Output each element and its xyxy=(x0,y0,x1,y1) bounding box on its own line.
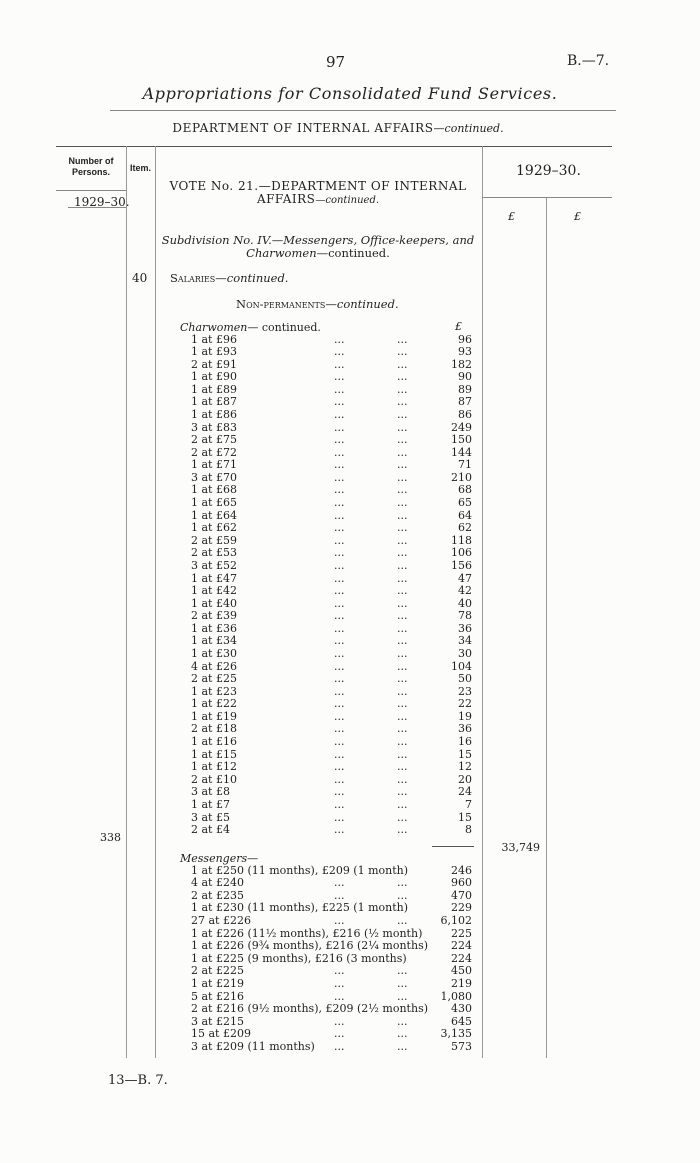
row-amount: 224 xyxy=(451,951,472,965)
leader-dots: ... xyxy=(334,558,345,572)
subdivision-suffix: —continued. xyxy=(316,246,390,260)
non-permanents-heading xyxy=(236,297,399,311)
page-title: Appropriations for Consolidated Fund Services. xyxy=(142,84,558,103)
row-label: 1 at £250 (11 months), £209 (1 month) xyxy=(191,863,409,877)
row-amount: 65 xyxy=(458,496,472,510)
list-item xyxy=(0,915,700,928)
list-item xyxy=(0,1028,700,1041)
leader-dots: ... xyxy=(334,634,345,648)
row-label: 1 at £42 xyxy=(191,584,237,598)
row-label: 1 at £219 xyxy=(191,976,244,990)
row-amount: 150 xyxy=(451,433,472,447)
row-label: 2 at £25 xyxy=(191,672,237,686)
row-label: 1 at £65 xyxy=(191,496,237,510)
list-item xyxy=(0,510,700,523)
list-item xyxy=(0,736,700,749)
row-label: 3 at £52 xyxy=(191,558,237,572)
list-item xyxy=(0,635,700,648)
leader-dots: ... xyxy=(334,659,345,673)
leader-dots: ... xyxy=(334,596,345,610)
pound-sign-amount: £ xyxy=(455,320,462,333)
row-label: 1 at £68 xyxy=(191,483,237,497)
leader-dots: ... xyxy=(334,697,345,711)
list-item xyxy=(0,573,700,586)
row-label: 27 at £226 xyxy=(191,913,251,927)
leader-dots: ... xyxy=(397,876,408,890)
row-label: 1 at £71 xyxy=(191,458,237,472)
messengers-label: Messengers xyxy=(180,852,248,865)
leader-dots: ... xyxy=(334,709,345,723)
subdivision-heading xyxy=(160,234,476,260)
leader-dots: ... xyxy=(334,735,345,749)
list-item xyxy=(0,585,700,598)
leader-dots: ... xyxy=(397,735,408,749)
row-amount: 15 xyxy=(458,810,472,824)
leader-dots: ... xyxy=(334,521,345,535)
list-item xyxy=(0,346,700,359)
leader-dots: ... xyxy=(334,913,345,927)
leader-dots: ... xyxy=(397,785,408,799)
leader-dots: ... xyxy=(397,533,408,547)
row-label: 2 at £39 xyxy=(191,609,237,623)
leader-dots: ... xyxy=(334,445,345,459)
leader-dots: ... xyxy=(334,345,345,359)
row-amount: 645 xyxy=(451,1014,472,1028)
persons-year: 1929–30. xyxy=(74,195,130,209)
page-number: 97 xyxy=(326,53,346,71)
leader-dots: ... xyxy=(334,458,345,472)
list-item xyxy=(0,447,700,460)
charwomen-subtotal: 33,749 xyxy=(501,841,540,854)
row-label: 1 at £23 xyxy=(191,684,237,698)
leader-dots: ... xyxy=(397,420,408,434)
vote-title xyxy=(160,180,476,207)
leader-dots: ... xyxy=(334,1039,345,1053)
list-item xyxy=(0,522,700,535)
subdivision-text: Subdivision No. IV.—Messengers, Office-keepers, and Charwomen xyxy=(161,233,475,260)
row-label: 5 at £216 xyxy=(191,989,244,1003)
leader-dots: ... xyxy=(397,382,408,396)
row-amount: 430 xyxy=(451,1002,472,1016)
list-item xyxy=(0,953,700,966)
row-label: 1 at £93 xyxy=(191,345,237,359)
item-heading: Item. xyxy=(129,163,151,173)
persons-total: 338 xyxy=(100,831,121,844)
row-amount: 104 xyxy=(451,659,472,673)
row-amount: 90 xyxy=(458,370,472,384)
row-amount: 42 xyxy=(458,584,472,598)
row-label: 1 at £36 xyxy=(191,621,237,635)
list-item xyxy=(0,384,700,397)
department-suffix: —continued. xyxy=(433,122,504,135)
leader-dots: ... xyxy=(397,1039,408,1053)
leader-dots: ... xyxy=(334,584,345,598)
department-name: DEPARTMENT OF INTERNAL AFFAIRS xyxy=(172,121,434,135)
list-item xyxy=(0,610,700,623)
row-label: 1 at £62 xyxy=(191,521,237,535)
leader-dots: ... xyxy=(334,420,345,434)
row-label: 2 at £53 xyxy=(191,546,237,560)
row-amount: 960 xyxy=(451,876,472,890)
pound-sign-column-1: £ xyxy=(508,210,515,223)
leader-dots: ... xyxy=(334,684,345,698)
row-amount: 87 xyxy=(458,395,472,409)
row-amount: 8 xyxy=(465,823,472,837)
persons-header-rule xyxy=(56,190,126,191)
row-amount: 34 xyxy=(458,634,472,648)
leader-dots: ... xyxy=(397,546,408,560)
leader-dots: ... xyxy=(397,810,408,824)
row-label: 3 at £209 (11 months) xyxy=(191,1039,315,1053)
row-amount: 36 xyxy=(458,722,472,736)
row-label: 1 at £90 xyxy=(191,370,237,384)
row-amount: 78 xyxy=(458,609,472,623)
leader-dots: ... xyxy=(397,584,408,598)
number-of-persons-heading: Number of Persons. xyxy=(68,156,114,177)
year-header-rule xyxy=(482,197,612,198)
list-item xyxy=(0,560,700,573)
leader-dots: ... xyxy=(334,810,345,824)
leader-dots: ... xyxy=(334,508,345,522)
leader-dots: ... xyxy=(397,521,408,535)
leader-dots: ... xyxy=(397,370,408,384)
row-label: 1 at £12 xyxy=(191,760,237,774)
leader-dots: ... xyxy=(334,407,345,421)
row-amount: 225 xyxy=(451,926,472,940)
leader-dots: ... xyxy=(334,876,345,890)
leader-dots: ... xyxy=(334,609,345,623)
list-item xyxy=(0,686,700,699)
non-permanents-suffix: —continued. xyxy=(325,297,399,311)
row-amount: 106 xyxy=(451,546,472,560)
leader-dots: ... xyxy=(397,332,408,346)
row-label: 2 at £91 xyxy=(191,357,237,371)
row-label: 3 at £70 xyxy=(191,470,237,484)
row-amount: 573 xyxy=(451,1039,472,1053)
row-label: 1 at £7 xyxy=(191,797,230,811)
row-amount: 30 xyxy=(458,647,472,660)
row-label: 1 at £226 (9¾ months), £216 (2¼ months) xyxy=(191,939,428,953)
leader-dots: ... xyxy=(334,1027,345,1041)
row-amount: 71 xyxy=(458,458,472,472)
row-amount: 20 xyxy=(458,772,472,786)
list-item xyxy=(0,409,700,422)
salaries-heading xyxy=(170,271,288,285)
row-amount: 249 xyxy=(451,420,472,434)
list-item xyxy=(0,774,700,787)
leader-dots: ... xyxy=(334,1014,345,1028)
row-amount: 23 xyxy=(458,684,472,698)
row-label: 3 at £83 xyxy=(191,420,237,434)
list-item xyxy=(0,940,700,953)
row-amount: 7 xyxy=(465,797,472,811)
row-label: 1 at £40 xyxy=(191,596,237,610)
charwomen-suffix: — continued. xyxy=(247,321,321,334)
leader-dots: ... xyxy=(397,647,408,660)
vote-title-text: VOTE No. 21.—DEPARTMENT OF INTERNAL AFFAIRS xyxy=(169,179,467,206)
row-label: 2 at £75 xyxy=(191,433,237,447)
leader-dots: ... xyxy=(334,785,345,799)
leader-dots: ... xyxy=(334,823,345,837)
list-item xyxy=(0,877,700,890)
leader-dots: ... xyxy=(397,395,408,409)
leader-dots: ... xyxy=(397,357,408,371)
leader-dots: ... xyxy=(397,470,408,484)
leader-dots: ... xyxy=(397,558,408,572)
row-amount: 12 xyxy=(458,760,472,774)
list-item xyxy=(0,422,700,435)
list-item xyxy=(0,799,700,812)
leader-dots: ... xyxy=(334,357,345,371)
leader-dots: ... xyxy=(334,888,345,902)
leader-dots: ... xyxy=(334,546,345,560)
row-label: 1 at £87 xyxy=(191,395,237,409)
row-amount: 144 xyxy=(451,445,472,459)
leader-dots: ... xyxy=(397,772,408,786)
leader-dots: ... xyxy=(334,989,345,1003)
row-label: 2 at £18 xyxy=(191,722,237,736)
row-label: 1 at £22 xyxy=(191,697,237,711)
leader-dots: ... xyxy=(397,976,408,990)
row-amount: 450 xyxy=(451,964,472,978)
row-amount: 224 xyxy=(451,939,472,953)
leader-dots: ... xyxy=(334,797,345,811)
row-amount: 219 xyxy=(451,976,472,990)
list-item xyxy=(0,371,700,384)
row-amount: 40 xyxy=(458,596,472,610)
leader-dots: ... xyxy=(397,913,408,927)
leader-dots: ... xyxy=(397,609,408,623)
list-item xyxy=(0,902,700,915)
appropriation-year: 1929–30. xyxy=(516,163,581,179)
leader-dots: ... xyxy=(334,433,345,447)
messengers-suffix: — xyxy=(247,852,259,865)
row-amount: 24 xyxy=(458,785,472,799)
leader-dots: ... xyxy=(397,989,408,1003)
list-item xyxy=(0,334,700,347)
row-label: 2 at £59 xyxy=(191,533,237,547)
list-item xyxy=(0,865,700,878)
row-amount: 246 xyxy=(451,863,472,877)
list-item xyxy=(0,648,700,661)
row-label: 3 at £5 xyxy=(191,810,230,824)
row-amount: 36 xyxy=(458,621,472,635)
row-amount: 15 xyxy=(458,747,472,761)
leader-dots: ... xyxy=(334,621,345,635)
row-label: 1 at £15 xyxy=(191,747,237,761)
list-item xyxy=(0,434,700,447)
row-label: 2 at £235 xyxy=(191,888,244,902)
list-item xyxy=(0,812,700,825)
row-amount: 47 xyxy=(458,571,472,585)
row-label: 2 at £216 (9½ months), £209 (2½ months) xyxy=(191,1002,428,1016)
list-item xyxy=(0,965,700,978)
list-item xyxy=(0,711,700,724)
leader-dots: ... xyxy=(397,697,408,711)
row-amount: 64 xyxy=(458,508,472,522)
list-item xyxy=(0,359,700,372)
item-number: 40 xyxy=(132,271,148,285)
leader-dots: ... xyxy=(397,797,408,811)
leader-dots: ... xyxy=(334,370,345,384)
leader-dots: ... xyxy=(334,647,345,660)
leader-dots: ... xyxy=(334,747,345,761)
leader-dots: ... xyxy=(397,345,408,359)
list-item xyxy=(0,723,700,736)
list-item xyxy=(0,749,700,762)
leader-dots: ... xyxy=(397,760,408,774)
row-amount: 19 xyxy=(458,709,472,723)
list-item xyxy=(0,459,700,472)
row-amount: 210 xyxy=(451,470,472,484)
list-item xyxy=(0,598,700,611)
row-amount: 118 xyxy=(451,533,472,547)
row-label: 4 at £240 xyxy=(191,876,244,890)
leader-dots: ... xyxy=(397,709,408,723)
leader-dots: ... xyxy=(397,888,408,902)
salaries-label: Salaries xyxy=(170,271,216,285)
leader-dots: ... xyxy=(334,496,345,510)
row-amount: 68 xyxy=(458,483,472,497)
list-item xyxy=(0,673,700,686)
signature-line: 13—B. 7. xyxy=(108,1073,168,1088)
charwomen-label: Charwomen xyxy=(180,321,248,334)
row-label: 1 at £89 xyxy=(191,382,237,396)
list-item xyxy=(0,661,700,674)
row-amount: 156 xyxy=(451,558,472,572)
row-amount: 16 xyxy=(458,735,472,749)
row-label: 1 at £225 (9 months), £216 (3 months) xyxy=(191,951,407,965)
list-item xyxy=(0,1003,700,1016)
leader-dots: ... xyxy=(334,395,345,409)
row-label: 1 at £64 xyxy=(191,508,237,522)
leader-dots: ... xyxy=(334,964,345,978)
leader-dots: ... xyxy=(397,621,408,635)
row-label: 2 at £225 xyxy=(191,964,244,978)
list-item xyxy=(0,396,700,409)
row-label: 2 at £10 xyxy=(191,772,237,786)
leader-dots: ... xyxy=(397,1014,408,1028)
row-amount: 96 xyxy=(458,332,472,346)
row-label: 4 at £26 xyxy=(191,659,237,673)
leader-dots: ... xyxy=(397,659,408,673)
row-label: 1 at £86 xyxy=(191,407,237,421)
row-amount: 182 xyxy=(451,357,472,371)
row-amount: 1,080 xyxy=(440,989,472,1003)
row-label: 1 at £96 xyxy=(191,332,237,346)
row-amount: 470 xyxy=(451,888,472,902)
row-label: 1 at £16 xyxy=(191,735,237,749)
list-item xyxy=(0,761,700,774)
row-label: 1 at £19 xyxy=(191,709,237,723)
row-amount: 93 xyxy=(458,345,472,359)
leader-dots: ... xyxy=(334,976,345,990)
leader-dots: ... xyxy=(334,483,345,497)
leader-dots: ... xyxy=(397,634,408,648)
leader-dots: ... xyxy=(334,533,345,547)
document-reference: B.—7. xyxy=(567,53,610,69)
leader-dots: ... xyxy=(397,1027,408,1041)
leader-dots: ... xyxy=(397,571,408,585)
row-amount: 86 xyxy=(458,407,472,421)
leader-dots: ... xyxy=(397,747,408,761)
row-label: 1 at £30 xyxy=(191,647,237,660)
leader-dots: ... xyxy=(397,483,408,497)
row-amount: 22 xyxy=(458,697,472,711)
leader-dots: ... xyxy=(397,672,408,686)
leader-dots: ... xyxy=(334,772,345,786)
leader-dots: ... xyxy=(397,964,408,978)
leader-dots: ... xyxy=(334,672,345,686)
leader-dots: ... xyxy=(334,332,345,346)
row-amount: 50 xyxy=(458,672,472,686)
list-item xyxy=(0,535,700,548)
list-item xyxy=(0,1041,700,1054)
list-item xyxy=(0,786,700,799)
leader-dots: ... xyxy=(397,823,408,837)
row-amount: 229 xyxy=(451,901,472,915)
list-item xyxy=(0,1016,700,1029)
row-amount: 62 xyxy=(458,521,472,535)
row-label: 1 at £34 xyxy=(191,634,237,648)
list-item xyxy=(0,547,700,560)
leader-dots: ... xyxy=(397,445,408,459)
pound-sign-column-2: £ xyxy=(574,210,581,223)
charwomen-total-rule xyxy=(432,846,474,847)
salaries-suffix: —continued. xyxy=(215,271,289,285)
non-permanents-label: Non-permanents xyxy=(236,297,326,311)
leader-dots: ... xyxy=(334,571,345,585)
leader-dots: ... xyxy=(397,596,408,610)
leader-dots: ... xyxy=(334,470,345,484)
leader-dots: ... xyxy=(397,684,408,698)
department-heading xyxy=(0,121,676,135)
leader-dots: ... xyxy=(397,458,408,472)
row-amount: 3,135 xyxy=(440,1027,472,1041)
list-item xyxy=(0,497,700,510)
leader-dots: ... xyxy=(397,508,408,522)
table-top-rule xyxy=(56,146,612,147)
list-item xyxy=(0,484,700,497)
leader-dots: ... xyxy=(397,722,408,736)
leader-dots: ... xyxy=(397,496,408,510)
row-amount: 6,102 xyxy=(440,913,472,927)
list-item xyxy=(0,623,700,636)
row-label: 1 at £226 (11½ months), £216 (½ month) xyxy=(191,926,423,940)
list-item xyxy=(0,698,700,711)
leader-dots: ... xyxy=(397,407,408,421)
leader-dots: ... xyxy=(397,433,408,447)
list-item xyxy=(0,472,700,485)
leader-dots: ... xyxy=(334,722,345,736)
row-label: 2 at £72 xyxy=(191,445,237,459)
row-label: 3 at £8 xyxy=(191,785,230,799)
leader-dots: ... xyxy=(334,760,345,774)
row-label: 1 at £47 xyxy=(191,571,237,585)
row-label: 1 at £230 (11 months), £225 (1 month) xyxy=(191,901,409,915)
row-amount: 89 xyxy=(458,382,472,396)
row-label: 2 at £4 xyxy=(191,823,230,837)
leader-dots: ... xyxy=(334,382,345,396)
vote-title-suffix: —continued. xyxy=(315,195,380,206)
row-label: 15 at £209 xyxy=(191,1027,251,1041)
list-item xyxy=(0,978,700,991)
title-rule xyxy=(110,110,616,111)
row-label: 3 at £215 xyxy=(191,1014,244,1028)
